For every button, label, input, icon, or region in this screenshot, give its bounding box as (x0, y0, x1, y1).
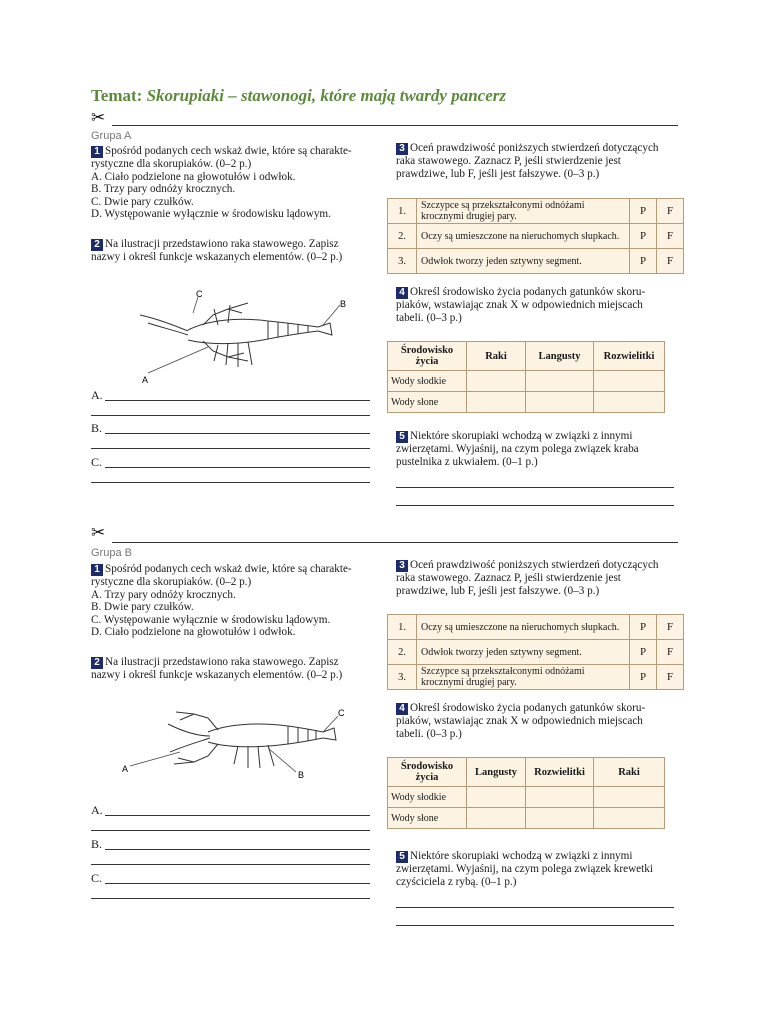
option-b: B. Dwie pary czułków. (91, 601, 194, 614)
question-number: 1 (91, 564, 103, 576)
label-c: C (338, 708, 345, 718)
option-b: B. Trzy pary odnóży krocznych. (91, 183, 236, 196)
pointer-line-b (323, 305, 340, 325)
table-cell[interactable] (526, 371, 594, 392)
answer-line[interactable] (91, 864, 370, 865)
label-b: B (340, 299, 347, 309)
answer-line[interactable] (105, 815, 370, 816)
table-cell[interactable] (594, 371, 665, 392)
answer-line[interactable] (91, 830, 370, 831)
group-b-question-4: 4 Określ środowisko życia podanych gatunków skoru- piaków, wstawiając znak X w odpowiednich miejscach tabeli. (0–3 p.) (396, 702, 646, 740)
question-number: 3 (396, 560, 408, 572)
table-cell[interactable] (526, 392, 594, 413)
option-a: A. Trzy pary odnóży krocznych. (91, 588, 236, 601)
scissors-icon: ✂ (91, 108, 106, 128)
table-row: 2. Oczy są umieszczone na nieruchomych słupkach. P F (388, 224, 684, 249)
table-header-row: Środowisko życia Langusty Rozwielitki Raki (388, 758, 665, 787)
group-a-question-4: 4 Określ środowisko życia podanych gatunków skoru- piaków, wstawiając znak X w odpowiednich miejscach tabeli. (0–3 p.) (396, 286, 646, 324)
group-a-question-2: 2 Na ilustracji przedstawiono raka stawowego. Zapisz nazwy i określ funkcje wskazanych elementów. (0–2 p.) (91, 238, 343, 263)
group-a-question-3: 3 Oceń prawdziwość poniższych stwierdzeń dotyczących raka stawowego. Zaznacz P, jeśli stwierdzenie jest prawdziwe, lub F, jeśli jest fałszywe. (0–3 p.) (396, 142, 659, 180)
label-a: A (122, 764, 129, 774)
title-subject: Skorupiaki – stawonogi, które mają twardy pancerz (146, 86, 506, 105)
table-row: Wody słodkie (388, 787, 665, 808)
table-cell[interactable] (467, 787, 526, 808)
cut-line-a (112, 125, 678, 126)
page-title (91, 86, 506, 106)
answer-c: C. (91, 871, 371, 886)
answer-p[interactable]: P (630, 199, 657, 224)
title-prefix: Temat: (91, 86, 147, 105)
pointer-line-a (148, 347, 208, 373)
label-a: A (142, 375, 149, 385)
answer-line[interactable] (105, 849, 370, 850)
answer-p[interactable]: P (630, 615, 657, 640)
option-c: C. Dwie pary czułków. (91, 195, 194, 208)
answer-line[interactable] (396, 487, 674, 488)
group-b-question-2: 2 Na ilustracji przedstawiono raka stawowego. Zapisz nazwy i określ funkcje wskazanych elementów. (0–2 p.) (91, 656, 343, 681)
table-row: 1. Szczypce są przekształconymi odnóżami krocznymi drugiej pary. P F (388, 199, 684, 224)
answer-line[interactable] (105, 883, 370, 884)
answer-p[interactable]: P (630, 665, 657, 690)
answer-f[interactable]: F (657, 665, 684, 690)
table-row: 2. Odwłok tworzy jeden sztywny segment. P F (388, 640, 684, 665)
table-cell[interactable] (467, 392, 526, 413)
table-cell[interactable] (526, 808, 594, 829)
answer-line[interactable] (105, 400, 370, 401)
answer-line[interactable] (91, 415, 370, 416)
cut-line-b (112, 542, 678, 543)
answer-line[interactable] (396, 505, 674, 506)
answer-line[interactable] (396, 925, 674, 926)
answer-p[interactable]: P (630, 249, 657, 274)
table-row: Wody słone (388, 808, 665, 829)
question-number: 4 (396, 703, 408, 715)
option-c: C. Występowanie wyłącznie w środowisku lądowym. (91, 613, 331, 626)
answer-line[interactable] (396, 907, 674, 908)
table-cell[interactable] (467, 808, 526, 829)
label-b: B (298, 770, 305, 780)
true-false-table-b (387, 614, 684, 690)
table-cell[interactable] (594, 808, 665, 829)
answer-f[interactable]: F (657, 640, 684, 665)
question-number: 1 (91, 146, 103, 158)
answer-b: B. (91, 837, 371, 852)
scissors-icon: ✂ (91, 523, 106, 543)
table-cell[interactable] (594, 787, 665, 808)
answer-f[interactable]: F (657, 224, 684, 249)
question-number: 2 (91, 657, 103, 669)
answer-b: B. (91, 421, 371, 436)
habitat-table-a (387, 341, 665, 413)
group-a-question-5: 5 Niektóre skorupiaki wchodzą w związki z innymi zwierzętami. Wyjaśnij, na czym polega związek kraba pustelnika z ukwiałem. (0–1 p.) (396, 430, 639, 468)
pointer-line-a (130, 752, 180, 766)
table-cell[interactable] (594, 392, 665, 413)
question-number: 5 (396, 851, 408, 863)
answer-p[interactable]: P (630, 224, 657, 249)
group-b-question-5: 5 Niektóre skorupiaki wchodzą w związki z innymi zwierzętami. Wyjaśnij, na czym polega związek krewetki czyściciela z rybą. (0–1 p.) (396, 850, 653, 888)
answer-line[interactable] (91, 898, 370, 899)
option-d: D. Występowanie wyłącznie w środowisku lądowym. (91, 208, 331, 221)
group-a-label: Grupa A (91, 130, 132, 142)
answer-a: A. (91, 388, 371, 403)
true-false-table-a (387, 198, 684, 274)
answer-line[interactable] (91, 482, 370, 483)
answer-p[interactable]: P (630, 640, 657, 665)
answer-a: A. (91, 803, 371, 818)
group-b-question-3: 3 Oceń prawdziwość poniższych stwierdzeń dotyczących raka stawowego. Zaznacz P, jeśli stwierdzenie jest prawdziwe, lub F, jeśli jest fałszywe. (0–3 p.) (396, 559, 659, 597)
table-row: 1. Oczy są umieszczone na nieruchomych słupkach. P F (388, 615, 684, 640)
question-number: 3 (396, 143, 408, 155)
table-row: 3. Odwłok tworzy jeden sztywny segment. P F (388, 249, 684, 274)
table-row: Wody słone (388, 392, 665, 413)
answer-line[interactable] (91, 448, 370, 449)
crayfish-illustration-a (118, 285, 358, 385)
group-b-question-1: 1 Spośród podanych cech wskaż dwie, które są charakte- rystyczne dla skorupiaków. (0–2 p.) A. Trzy pary odnóży krocznych. B. Dwie pary czułków. C. Występowanie wyłącznie w środowisku lądowym. D. Ciało podzielone na głowotułów i odwłok. (91, 563, 381, 639)
table-cell[interactable] (467, 371, 526, 392)
answer-line[interactable] (105, 467, 370, 468)
label-c: C (196, 289, 203, 299)
pointer-line-c (193, 297, 198, 313)
habitat-table-b (387, 757, 665, 829)
question-number: 2 (91, 239, 103, 251)
answer-c: C. (91, 455, 371, 470)
table-row: 3. Szczypce są przekształconymi odnóżami krocznymi drugiej pary. P F (388, 665, 684, 690)
option-a: A. Ciało podzielone na głowotułów i odwłok. (91, 170, 296, 183)
answer-line[interactable] (105, 433, 370, 434)
group-b-label: Grupa B (91, 547, 132, 559)
option-d: D. Ciało podzielone na głowotułów i odwłok. (91, 626, 296, 639)
answer-f[interactable]: F (657, 249, 684, 274)
question-number: 5 (396, 431, 408, 443)
answer-f[interactable]: F (657, 199, 684, 224)
crayfish-illustration-b (118, 702, 358, 786)
table-header-row: Środowisko życia Raki Langusty Rozwielitki (388, 342, 665, 371)
table-row: Wody słodkie (388, 371, 665, 392)
table-cell[interactable] (526, 787, 594, 808)
question-number: 4 (396, 287, 408, 299)
answer-f[interactable]: F (657, 615, 684, 640)
group-a-question-1: 1 Spośród podanych cech wskaż dwie, które są charakte- rystyczne dla skorupiaków. (0–2 p.) A. Ciało podzielone na głowotułów i odwłok. B. Trzy pary odnóży krocznych. C. Dwie pary czułków. D. Występowanie wyłącznie w środowisku lądowym. (91, 145, 381, 221)
